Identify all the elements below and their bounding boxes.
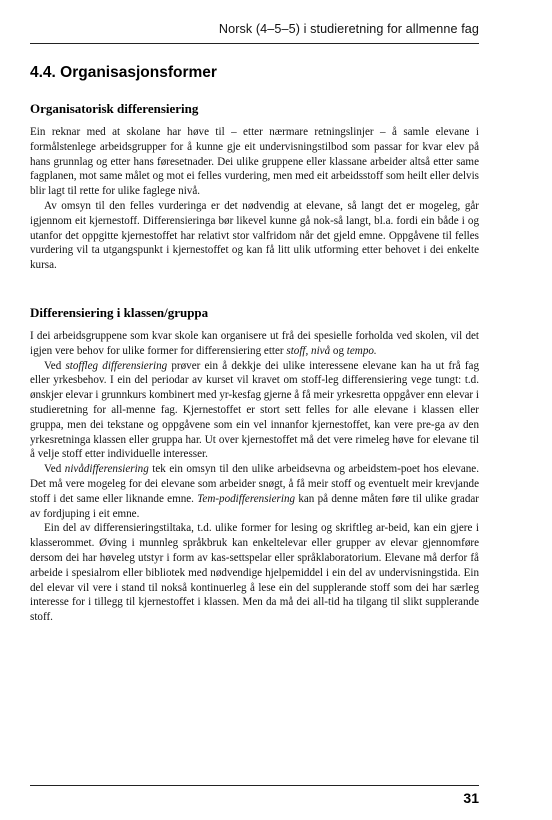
paragraph [30, 462, 479, 521]
emphasis: stoffleg differensiering [65, 359, 168, 372]
text-run: Ved [44, 359, 66, 372]
section-title: 4.4. Organisasjonsformer [30, 64, 217, 81]
subsection-body-organisatorisk [30, 125, 479, 273]
subsection-body-klassen [30, 329, 479, 625]
emphasis: tempo. [346, 344, 377, 357]
subsection-heading-klassen: Differensiering i klassen/gruppa [30, 305, 209, 320]
text-run: I dei arbeidsgruppene som kvar skole kan organisere ut frå dei spesielle forholda ved skolen, vil det igjen vere behov for ulike former for differensiering etter [30, 330, 479, 357]
paragraph: Ein reknar med at skolane har høve til – etter nærmare retningslinjer – å samle elevane i formålstenlege arbeidsgrupper for å kunne gje eit undervisningstilbod som passar for kvar elev på hans grunnlag og etter hans føresetnader. Dei ulike gruppene eller klassane arbeider altså etter same fagplanen, mot same målet og mot ei felles vurdering, men med eit arbeidsstoff som heilt eller delvis blir lagt til rette for ulike faglege nivå. [30, 126, 479, 198]
paragraph: Av omsyn til den felles vurderinga er det nødvendig at elevane, så langt det er mogeleg, går igjennom eit kjernestoff. Differensieringa bør likevel kunne gå nok-så langt, bl.a. fordi ein både i og utanfor det oppgitte kjernestoffet har relativt stor valfridom når det gjeld emne. Oppgåvene til felles vurdering vil ta utgangspunkt i kjernestoffet og kan få litt ulik utforming etter behovet i dei enkelte kursa. [30, 199, 479, 272]
running-header: Norsk (4–5–5) i studieretning for allmenne fag [218, 22, 479, 36]
paragraph [30, 359, 479, 463]
footer-rule [30, 785, 479, 786]
page-number: 31 [463, 790, 479, 806]
text-run: prøver ein å dekkje dei ulike interessene elevane kan ha ut frå fag eller yrkesbehov. I ein del periodar av kurset vil kravet om stoff-leg differensiering vege tungt: t.d. ønskjer elevar i grunnkurs kombinert med yr-kesfag gjerne å få meir yrkesretta oppgåver enn elevar i studieretning for all-menne fag. Kjernestoffet er stort sett felles for alle elevane i klassen eller gruppa, men dei tekstane og oppgåvene som ein vel innanfor kjernestoffet, kan vere pre-ga av den yrkesretninga klassen eller gruppa har. Ut over kjernestoffet må det vere rimeleg høve for elevane til å velje stoff etter individuelle interesser. [30, 359, 479, 461]
text-run: Ved [44, 463, 65, 476]
subsection-heading-organisatorisk: Organisatorisk differensiering [30, 101, 199, 116]
text-run: tek ein omsyn til den ulike arbeidsevna og arbeidstem-poet hos elevane. Det må vere mogeleg for dei elevane som arbeider snøgt, å få meir stoff og eventuelt meir krevjande stoff i det same eller liknande emne. [30, 463, 479, 505]
emphasis: Tem-podifferensiering [197, 492, 296, 505]
emphasis: nivådifferensiering [64, 463, 149, 476]
emphasis: stoff, nivå [286, 344, 331, 357]
paragraph: Ein del av differensieringstiltaka, t.d. ulike former for lesing og skriftleg ar-beid, kan ein gjere i klasserommet. Øving i munnleg språkbruk kan enkeltelevar eller grupper av elevar gjennomføre dersom dei har høveleg utstyr i form av kas-settspelar eller språklaboratorium. Elevane må derfor få arbeide i spesialrom eller bibliotek med nødvendige hjelpemiddel i ein del av undervisningstida. Ein del elevar vil vere i stand til nokså kontinuerleg å lese ein del supplerande stoff som dei har særleg interesse for i tillegg til kjernestoffet i klassen. Men da må dei all-tid ha tilgang til slikt supplerande stoff. [30, 522, 479, 624]
text-run: kan på denne måten føre til ulike gradar av fordjuping i eit emne. [30, 492, 480, 520]
text-run: og [330, 344, 347, 357]
header-rule [30, 43, 479, 44]
paragraph [30, 329, 479, 359]
